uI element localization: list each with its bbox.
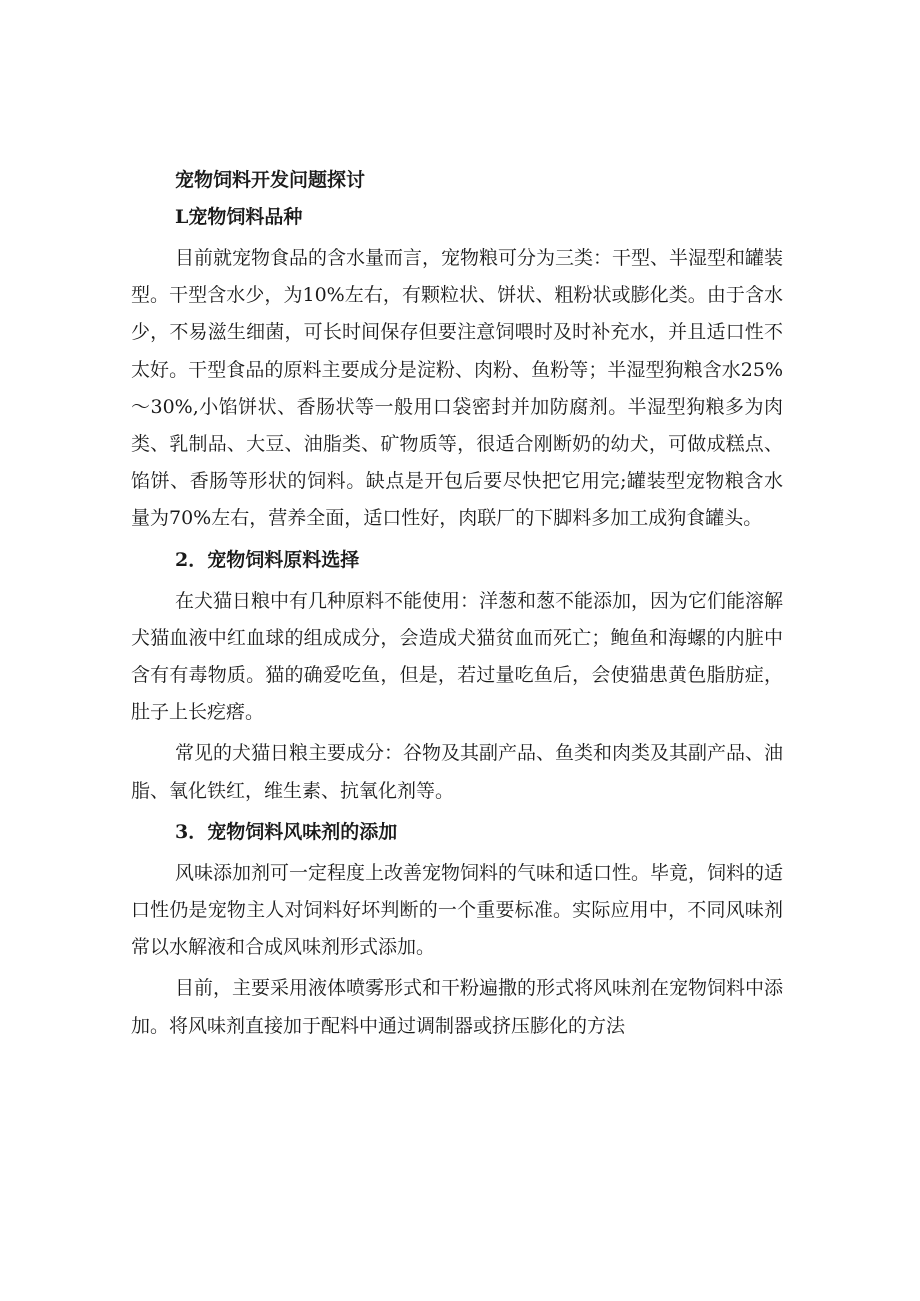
section-2-paragraph-2: 常见的犬猫日粮主要成分：谷物及其副产品、鱼类和肉类及其副产品、油脂、氧化铁红，维生素、抗氧化剂等。 <box>131 742 784 802</box>
section-1-paragraph-1: 目前就宠物食品的含水量而言，宠物粮可分为三类：干型、半湿型和罐装型。干型含水少，为10%左右，有颗粒状、饼状、粗粉状或膨化类。由于含水少，不易滋生细菌，可长时间保存但要注意饲喂时及时补充水，并且适口性不太好。干型食品的原料主要成分是淀粉、肉粉、鱼粉等；半湿型狗粮含水25%～30%,小馅饼状、香肠状等一般用口袋密封并加防腐剂。半湿型狗粮多为肉类、乳制品、大豆、油脂类、矿物质等，很适合刚断奶的幼犬，可做成糕点、馅饼、香肠等形状的饲料。缺点是开包后要尽快把它用完;罐装型宠物粮含水量为70%左右，营养全面，适口性好，肉联厂的下脚料多加工成狗食罐头。 <box>131 247 784 530</box>
document-body <box>131 162 783 1045</box>
section-heading-2: 2．宠物饲料原料选择 <box>175 548 360 571</box>
document-title: 宠物饲料开发问题探讨 <box>175 169 366 191</box>
section-3-paragraph-1: 风味添加剂可一定程度上改善宠物饲料的气味和适口性。毕竟，饲料的适口性仍是宠物主人对饲料好坏判断的一个重要标准。实际应用中，不同风味剂常以水解液和合成风味剂形式添加。 <box>131 861 784 959</box>
section-heading-1: L宠物饲料品种 <box>175 206 303 228</box>
section-2-paragraph-1: 在犬猫日粮中有几种原料不能使用：洋葱和葱不能添加，因为它们能溶解犬猫血液中红血球的组成成分，会造成犬猫贫血而死亡；鲍鱼和海螺的内脏中含有有毒物质。猫的确爱吃鱼，但是，若过量吃鱼后，会使猫患黄色脂肪症，肚子上长疙瘩。 <box>131 589 784 724</box>
section-3-paragraph-2: 目前，主要采用液体喷雾形式和干粉遍撒的形式将风味剂在宠物饲料中添加。将风味剂直接加于配料中通过调制器或挤压膨化的方法 <box>131 977 784 1037</box>
section-heading-3: 3．宠物饲料风味剂的添加 <box>175 820 398 843</box>
